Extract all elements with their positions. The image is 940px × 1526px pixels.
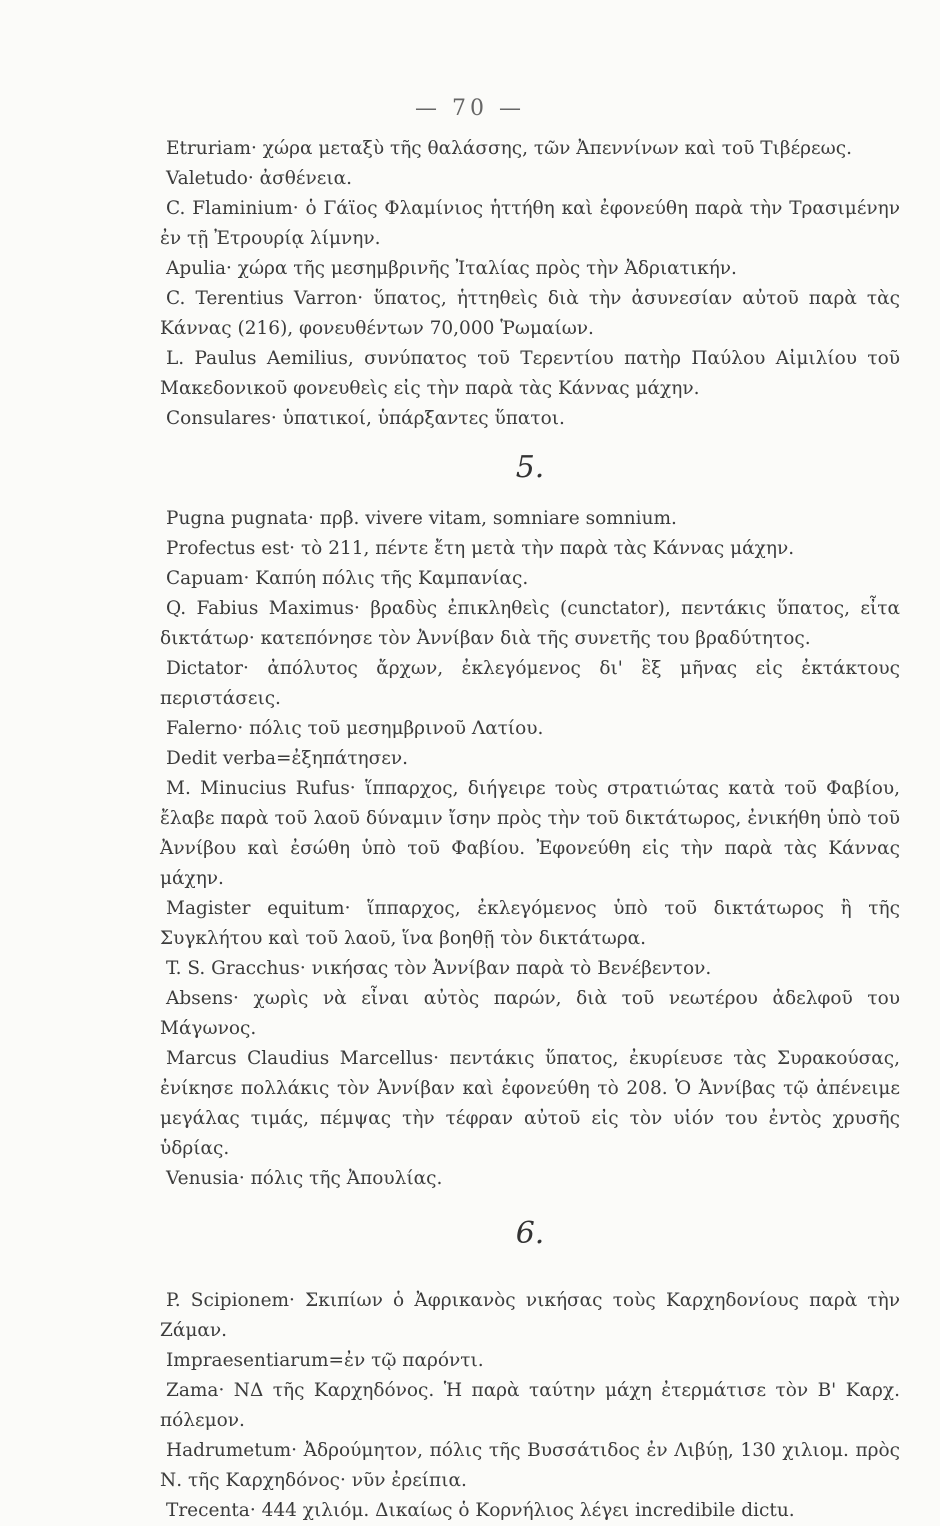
gloss-entry: Pugna pugnata· πρβ. vivere vitam, somniare somnium. — [166, 508, 677, 529]
gloss-entry: C. Flaminium· ὁ Γάϊος Φλαμίνιος ἡττήθη καὶ ἐφονεύθη παρὰ τὴν Τρασιμένην ἐν τῇ Ἐτρουρίᾳ λίμνην. — [160, 198, 900, 249]
page-number: — 70 — — [415, 96, 525, 121]
gloss-entry: Magister equitum· ἵππαρχος, ἐκλεγόμενος ὑπὸ τοῦ δικτάτωρος ἢ τῆς Συγκλήτου καὶ τοῦ λαοῦ, ἵνα βοηθῇ τὸν δικτάτωρα. — [160, 898, 900, 949]
gloss-entry: Q. Fabius Maximus· βραδὺς ἐπικληθεὶς (cunctator), πεντάκις ὕπατος, εἶτα δικτάτωρ· κατεπόνησε τὸν Ἀννίβαν διὰ τῆς συνετῆς του βραδύτητος. — [160, 598, 900, 649]
gloss-entry: T. S. Gracchus· νικήσας τὸν Ἀννίβαν παρὰ τὸ Βενέβεντον. — [166, 958, 712, 979]
gloss-entry: Falerno· πόλις τοῦ μεσημβρινοῦ Λατίου. — [166, 718, 544, 739]
gloss-entry: Trecenta· 444 χιλιόμ. Δικαίως ὁ Κορνήλιος λέγει incredibile dictu. — [166, 1500, 795, 1521]
gloss-entry: Dedit verba=ἐξηπάτησεν. — [166, 748, 408, 769]
gloss-entry: C. Terentius Varron· ὕπατος, ἡττηθεὶς διὰ τὴν ἀσυνεσίαν αὐτοῦ παρὰ τὰς Κάννας (216), φονευθέντων 70,000 Ῥωμαίων. — [160, 288, 900, 339]
gloss-entry: P. Scipionem· Σκιπίων ὁ Ἀφρικανὸς νικήσας τοὺς Καρχηδονίους παρὰ τὴν Ζάμαν. — [160, 1290, 900, 1341]
gloss-entry: Profectus est· τὸ 211, πέντε ἔτη μετὰ τὴν παρὰ τὰς Κάννας μάχην. — [166, 538, 795, 559]
commentary-text — [160, 134, 900, 1526]
gloss-entry: Hadrumetum· Ἀδρούμητον, πόλις τῆς Βυσσάτιδος ἐν Λιβύῃ, 130 χιλιομ. πρὸς Ν. τῆς Καρχηδόνος· νῦν ἐρείπια. — [160, 1440, 900, 1491]
gloss-entry: Dictator· ἀπόλυτος ἄρχων, ἐκλεγόμενος δι' ἓξ μῆνας εἰς ἐκτάκτους περιστάσεις. — [160, 658, 900, 709]
section-heading: 5. — [515, 450, 545, 485]
gloss-entry: Absens· χωρὶς νὰ εἶναι αὐτὸς παρών, διὰ τοῦ νεωτέρου ἀδελφοῦ του Μάγωνος. — [160, 988, 900, 1039]
gloss-entry: Consulares· ὑπατικοί, ὑπάρξαντες ὕπατοι. — [166, 408, 565, 429]
gloss-entry: Apulia· χώρα τῆς μεσημβρινῆς Ἰταλίας πρὸς τὴν Ἀδριατικήν. — [166, 258, 737, 279]
gloss-entry: M. Minucius Rufus· ἵππαρχος, διήγειρε τοὺς στρατιώτας κατὰ τοῦ Φαβίου, ἔλαβε παρὰ τοῦ λαοῦ δύναμιν ἴσην πρὸς τὴν τοῦ δικτάτωρος, ἐνικήθη ὑπὸ τοῦ Ἀννίβου καὶ ἐσώθη ὑπὸ τοῦ Φαβίου. Ἐφονεύθη εἰς τὴν παρὰ τὰς Κάννας μάχην. — [160, 778, 900, 889]
gloss-entry: Capuam· Καπύη πόλις τῆς Καμπανίας. — [166, 568, 529, 589]
gloss-entry: Impraesentiarum=ἐν τῷ παρόντι. — [166, 1350, 484, 1371]
gloss-entry: Zama· ΝΔ τῆς Καρχηδόνος. Ἡ παρὰ ταύτην μάχη ἐτερμάτισε τὸν Β' Καρχ. πόλεμον. — [160, 1380, 900, 1431]
gloss-entry: Venusia· πόλις τῆς Ἀπουλίας. — [166, 1168, 443, 1189]
section-heading: 6. — [515, 1216, 545, 1251]
gloss-entry: Marcus Claudius Marcellus· πεντάκις ὕπατος, ἐκυρίευσε τὰς Συρακούσας, ἐνίκησε πολλάκις τὸν Ἀννίβαν καὶ ἐφονεύθη τὸ 208. Ὁ Ἀννίβας τῷ ἀπένειμε μεγάλας τιμάς, πέμψας τὴν τέφραν αὐτοῦ εἰς τὸν υἱόν του ἐντὸς χρυσῆς ὑδρίας. — [160, 1048, 900, 1159]
gloss-entry: L. Paulus Aemilius, συνύπατος τοῦ Τερεντίου πατὴρ Παύλου Αἰμιλίου τοῦ Μακεδονικοῦ φονευθεὶς εἰς τὴν παρὰ τὰς Κάννας μάχην. — [160, 348, 900, 399]
gloss-entry: Valetudo· ἀσθένεια. — [166, 168, 352, 189]
gloss-entry: Etruriam· χώρα μεταξὺ τῆς θαλάσσης, τῶν Ἀπεννίνων καὶ τοῦ Τιβέρεως. — [166, 138, 852, 159]
